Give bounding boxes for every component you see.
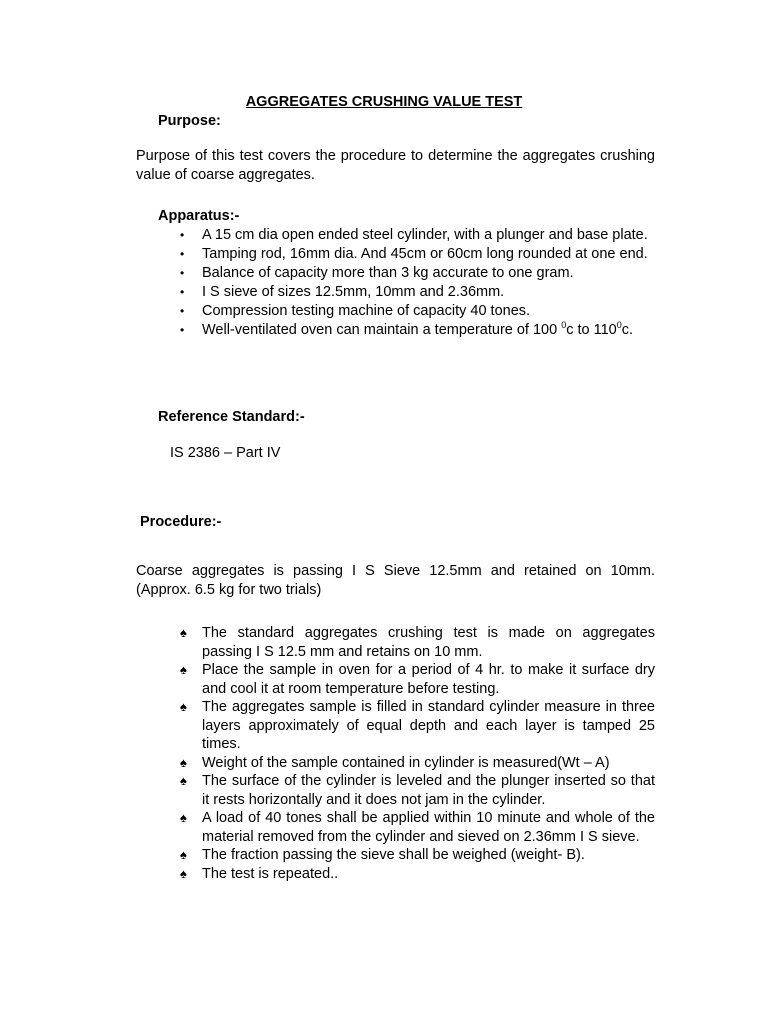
procedure-step: ♠ A load of 40 tones shall be applied within 10 minute and whole of the material removed from the cylinder and sieved on 2.36mm I S sieve. xyxy=(180,810,655,845)
procedure-intro: Coarse aggregates is passing I S Sieve 12.5mm and retained on 10mm. (Approx. 6.5 kg for two trials) xyxy=(136,563,655,598)
apparatus-heading: Apparatus:- xyxy=(158,208,240,224)
procedure-steps xyxy=(180,624,655,883)
apparatus-item: • A 15 cm dia open ended steel cylinder, with a plunger and base plate. xyxy=(180,227,648,243)
apparatus-item: • Tamping rod, 16mm dia. And 45cm or 60cm long rounded at one end. xyxy=(180,246,648,262)
procedure-step: ♠ The surface of the cylinder is leveled and the plunger inserted so that it rests horizontally and it does not jam in the cylinder. xyxy=(180,773,655,808)
spade-bullet-icon: ♠ xyxy=(180,625,187,640)
spade-bullet-icon: ♠ xyxy=(180,699,187,714)
spade-bullet-icon: ♠ xyxy=(180,754,187,770)
bullet-icon: • xyxy=(180,266,185,280)
procedure-step: ♠ Place the sample in oven for a period of 4 hr. to make it surface dry and cool it at room temperature before testing. xyxy=(180,662,655,697)
bullet-icon: • xyxy=(180,304,185,318)
reference-heading: Reference Standard:- xyxy=(158,409,305,425)
spade-bullet-icon: ♠ xyxy=(180,847,187,862)
reference-value: IS 2386 – Part IV xyxy=(170,445,281,461)
apparatus-item: • Compression testing machine of capacity 40 tones. xyxy=(180,303,531,319)
spade-bullet-icon: ♠ xyxy=(180,865,187,881)
spade-bullet-icon: ♠ xyxy=(180,810,187,825)
spade-bullet-icon: ♠ xyxy=(180,773,187,788)
procedure-heading: Procedure:- xyxy=(140,514,222,530)
apparatus-item-oven: • Well-ventilated oven can maintain a temperature of 100 $^0$c to $110^0c$. xyxy=(180,320,634,338)
procedure-step: ♠ The aggregates sample is filled in standard cylinder measure in three layers approximately of equal depth and each layer is tamped 25 times. xyxy=(180,699,655,752)
procedure-step: ♠ The test is repeated.. xyxy=(180,865,339,882)
bullet-icon: • xyxy=(180,228,185,242)
spade-bullet-icon: ♠ xyxy=(180,662,187,677)
bullet-icon: • xyxy=(180,247,185,261)
document-title: AGGREGATES CRUSHING VALUE TEST xyxy=(245,94,523,110)
purpose-text: Purpose of this test covers the procedure to determine the aggregates crushing value of coarse aggregates. xyxy=(136,148,655,183)
procedure-step: ♠ The fraction passing the sieve shall be weighed (weight- B). xyxy=(180,847,585,863)
bullet-icon: • xyxy=(180,323,185,337)
purpose-heading: Purpose: xyxy=(158,113,221,129)
procedure-step: ♠ Weight of the sample contained in cylinder is measured(Wt – A) xyxy=(180,754,610,771)
bullet-icon: • xyxy=(180,285,185,299)
apparatus-item: • Balance of capacity more than 3 kg accurate to one gram. xyxy=(180,265,574,281)
procedure-step: ♠ The standard aggregates crushing test is made on aggregates passing I S 12.5 mm and retains on 10 mm. xyxy=(180,625,655,660)
apparatus-list xyxy=(180,226,655,340)
apparatus-item: • I S sieve of sizes 12.5mm, 10mm and 2.36mm. xyxy=(180,284,505,300)
